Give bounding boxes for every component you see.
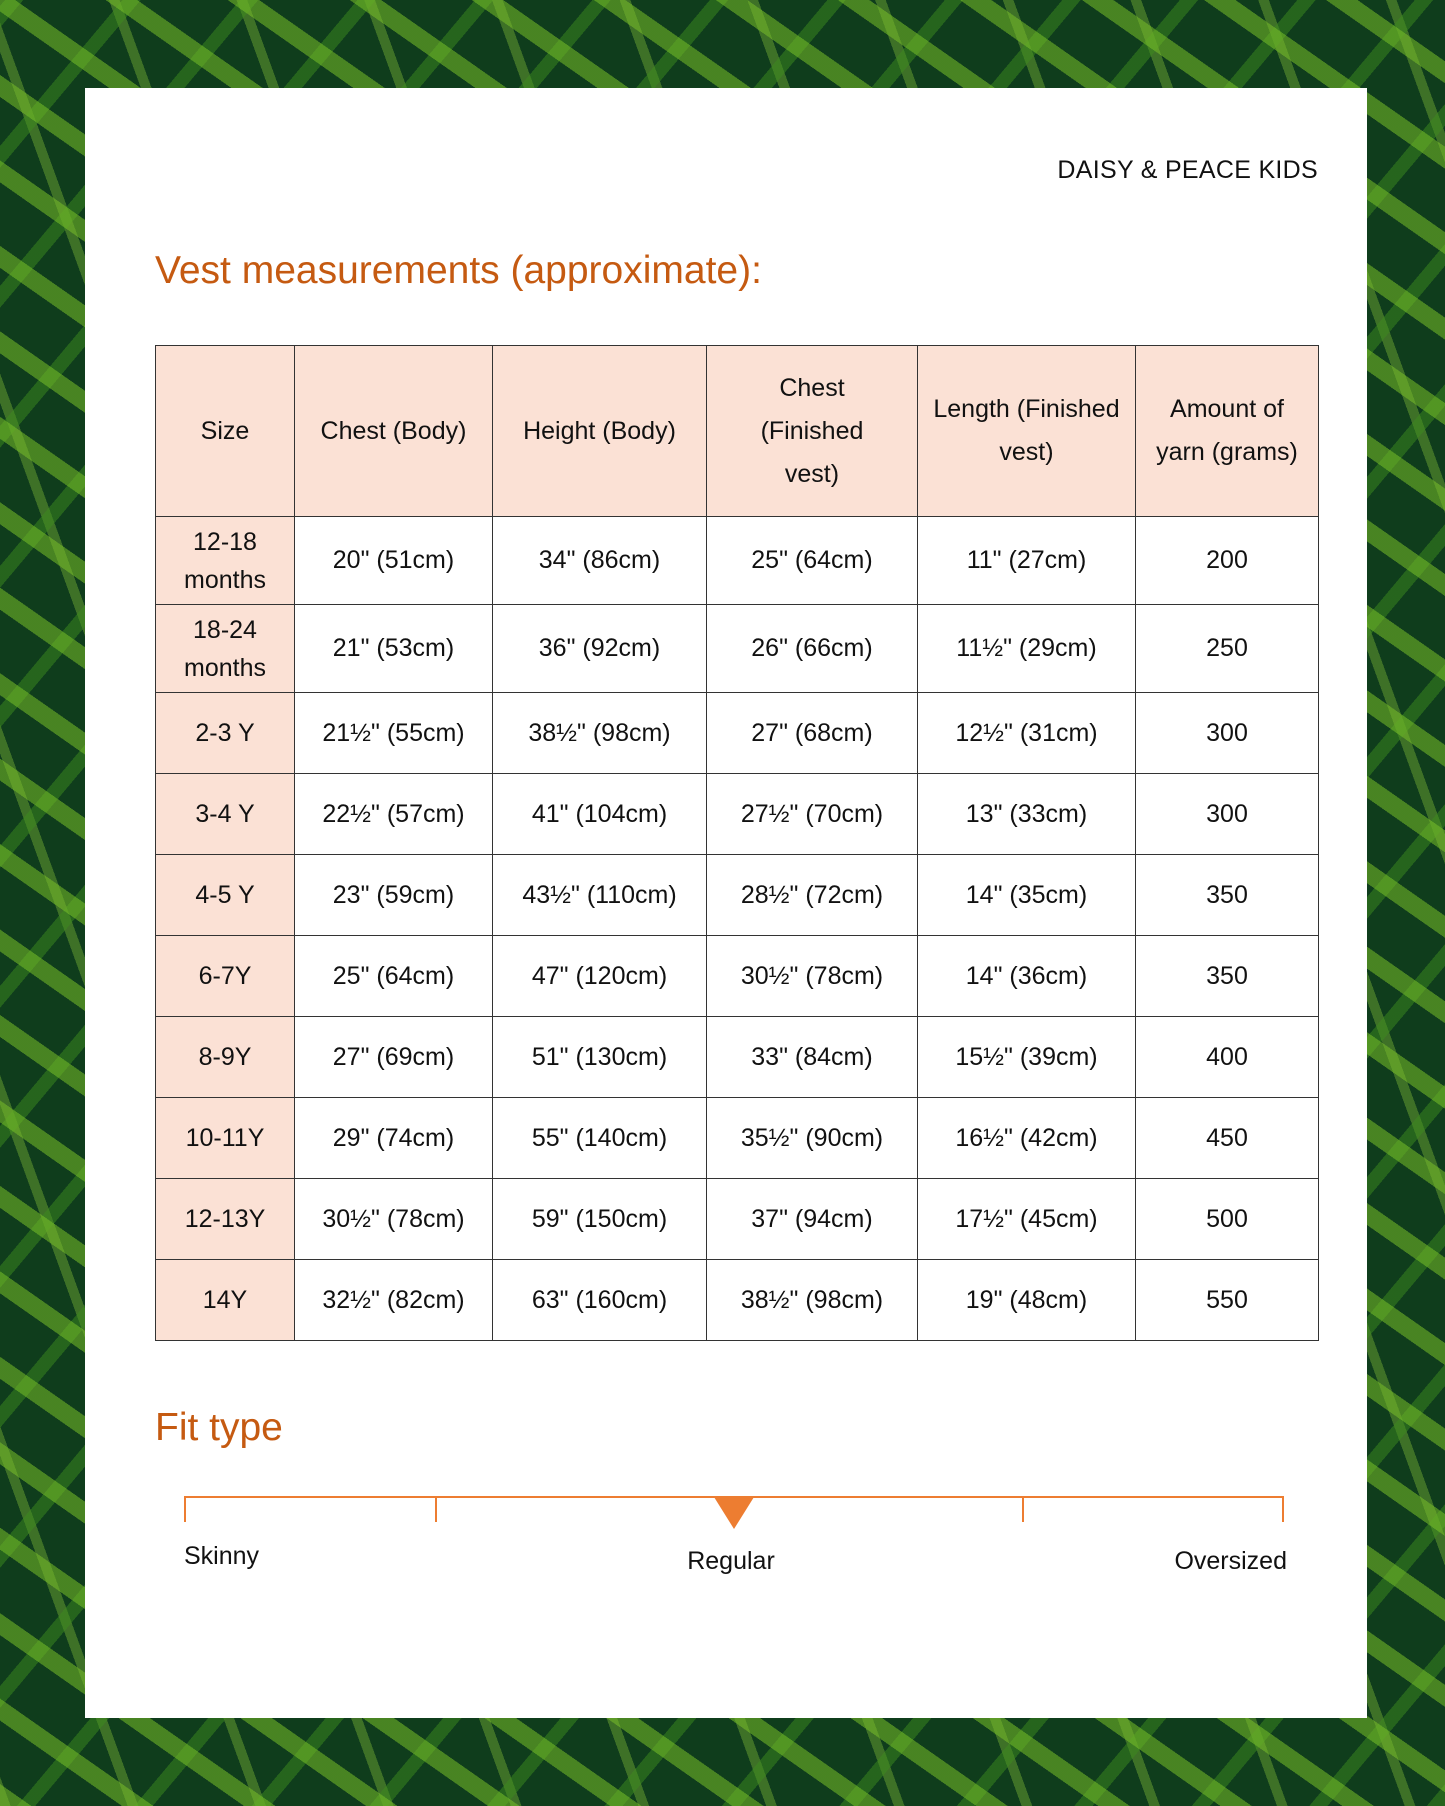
table-cell: 27" (69cm) — [295, 1017, 493, 1098]
table-cell: 550 — [1136, 1260, 1319, 1341]
table-cell: 300 — [1136, 774, 1319, 855]
size-cell: 14Y — [156, 1260, 295, 1341]
column-header: Height (Body) — [493, 346, 707, 517]
table-cell: 200 — [1136, 517, 1319, 605]
table-cell: 37" (94cm) — [707, 1179, 918, 1260]
size-cell: 4-5 Y — [156, 855, 295, 936]
fit-label-skinny: Skinny — [184, 1542, 260, 1570]
measurements-table — [155, 345, 1319, 1341]
table-cell: 16½" (42cm) — [918, 1098, 1136, 1179]
size-cell: 18-24 months — [156, 605, 295, 693]
table-cell: 300 — [1136, 693, 1319, 774]
table-cell: 43½" (110cm) — [493, 855, 707, 936]
table-cell: 25" (64cm) — [295, 936, 493, 1017]
table-cell: 55" (140cm) — [493, 1098, 707, 1179]
table-cell: 27½" (70cm) — [707, 774, 918, 855]
column-header: Size — [156, 346, 295, 517]
table-cell: 32½" (82cm) — [295, 1260, 493, 1341]
table-cell: 36" (92cm) — [493, 605, 707, 693]
table-cell: 450 — [1136, 1098, 1319, 1179]
column-header: Amount of yarn (grams) — [1136, 346, 1319, 517]
table-cell: 26" (66cm) — [707, 605, 918, 693]
table-row — [156, 774, 1319, 855]
table-cell: 25" (64cm) — [707, 517, 918, 605]
size-cell: 8-9Y — [156, 1017, 295, 1098]
table-cell: 41" (104cm) — [493, 774, 707, 855]
table-cell: 14" (35cm) — [918, 855, 1136, 936]
table-cell: 47" (120cm) — [493, 936, 707, 1017]
table-cell: 19" (48cm) — [918, 1260, 1136, 1341]
table-cell: 34" (86cm) — [493, 517, 707, 605]
table-row — [156, 855, 1319, 936]
size-cell: 12-13Y — [156, 1179, 295, 1260]
table-cell: 22½" (57cm) — [295, 774, 493, 855]
table-cell: 23" (59cm) — [295, 855, 493, 936]
table-cell: 14" (36cm) — [918, 936, 1136, 1017]
table-row — [156, 517, 1319, 605]
column-header: Chest (Finished vest) — [707, 346, 918, 517]
table-cell: 11½" (29cm) — [918, 605, 1136, 693]
table-cell: 38½" (98cm) — [493, 693, 707, 774]
table-cell: 59" (150cm) — [493, 1179, 707, 1260]
table-cell: 250 — [1136, 605, 1319, 693]
table-row — [156, 1179, 1319, 1260]
brand-name: DAISY & PEACE KIDS — [1057, 156, 1318, 184]
table-cell: 12½" (31cm) — [918, 693, 1136, 774]
table-cell: 29" (74cm) — [295, 1098, 493, 1179]
table-cell: 350 — [1136, 936, 1319, 1017]
size-cell: 10-11Y — [156, 1098, 295, 1179]
table-row — [156, 1017, 1319, 1098]
table-row — [156, 1260, 1319, 1341]
table-cell: 400 — [1136, 1017, 1319, 1098]
table-row — [156, 605, 1319, 693]
table-cell: 27" (68cm) — [707, 693, 918, 774]
size-cell: 3-4 Y — [156, 774, 295, 855]
size-cell: 12-18 months — [156, 517, 295, 605]
fit-type-heading: Fit type — [155, 1406, 283, 1449]
table-cell: 350 — [1136, 855, 1319, 936]
table-cell: 500 — [1136, 1179, 1319, 1260]
table-cell: 38½" (98cm) — [707, 1260, 918, 1341]
table-cell: 35½" (90cm) — [707, 1098, 918, 1179]
page-panel — [85, 88, 1367, 1718]
table-row — [156, 936, 1319, 1017]
table-cell: 17½" (45cm) — [918, 1179, 1136, 1260]
page-title: Vest measurements (approximate): — [155, 249, 762, 292]
table-cell: 33" (84cm) — [707, 1017, 918, 1098]
table-cell: 21½" (55cm) — [295, 693, 493, 774]
table-cell: 13" (33cm) — [918, 774, 1136, 855]
column-header: Length (Finished vest) — [918, 346, 1136, 517]
column-header: Chest (Body) — [295, 346, 493, 517]
table-cell: 15½" (39cm) — [918, 1017, 1136, 1098]
table-row — [156, 693, 1319, 774]
fit-marker-icon — [714, 1497, 754, 1529]
size-cell: 6-7Y — [156, 936, 295, 1017]
fit-label-oversized: Oversized — [1174, 1547, 1287, 1575]
table-cell: 20" (51cm) — [295, 517, 493, 605]
size-cell: 2-3 Y — [156, 693, 295, 774]
table-cell: 30½" (78cm) — [707, 936, 918, 1017]
table-cell: 21" (53cm) — [295, 605, 493, 693]
table-cell: 11" (27cm) — [918, 517, 1136, 605]
fit-label-regular: Regular — [687, 1547, 775, 1575]
table-cell: 30½" (78cm) — [295, 1179, 493, 1260]
table-cell: 63" (160cm) — [493, 1260, 707, 1341]
table-cell: 28½" (72cm) — [707, 855, 918, 936]
table-cell: 51" (130cm) — [493, 1017, 707, 1098]
table-row — [156, 1098, 1319, 1179]
